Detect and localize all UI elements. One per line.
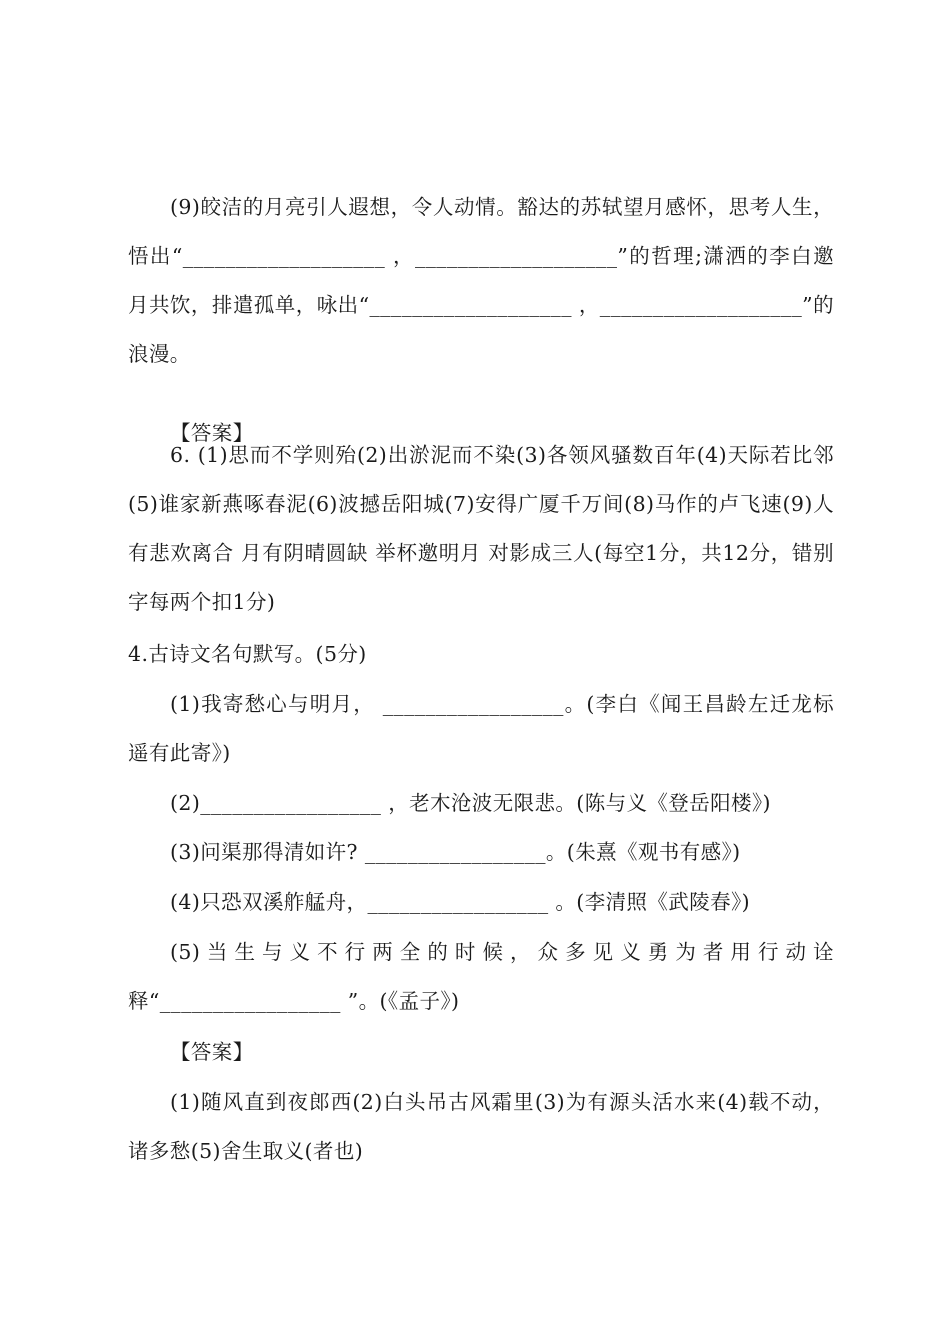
question-9-paragraph: (9)皎洁的月亮引人遐想，令人动情。豁达的苏轼望月感怀，思考人生，悟出“___________________ ，___________________”的哲理;潇洒的李白邀月共饮，排遣孤单，咏出“___________________ ，___________________”的浪漫。	[128, 195, 834, 366]
question-4-item-3: (3)问渠那得清如许? _________________。(朱熹《观书有感》)	[170, 840, 741, 864]
answer-6-paragraph: 6. (1)思而不学则殆(2)出淤泥而不染(3)各领风骚数百年(4)天际若比邻(5)谁家新燕啄春泥(6)波撼岳阳城(7)安得广厦千万间(8)马作的卢飞速(9)人有悲欢离合 月有阴晴圆缺 举杯邀明月 对影成三人(每空1分，共12分，错别字每两个扣1分)	[128, 443, 834, 614]
question-4-item-4: (4)只恐双溪舴艋舟，_________________ 。(李清照《武陵春》)	[170, 890, 751, 914]
answer-label-1: 【答案】	[170, 421, 254, 445]
answer-4-paragraph: (1)随风直到夜郎西(2)白头吊古风霜里(3)为有源头活水来(4)载不动，诸多愁(5)舍生取义(者也)	[128, 1090, 834, 1163]
question-4-title: 4.古诗文名句默写。(5分)	[128, 642, 367, 666]
question-4-item-1: (1)我寄愁心与明月， _________________。(李白《闻王昌龄左迁龙标遥有此寄》)	[128, 692, 834, 765]
question-4-item-2: (2)_________________ ，老木沧波无限悲。(陈与义《登岳阳楼》)	[170, 791, 771, 815]
answer-label-2: 【答案】	[170, 1040, 254, 1064]
question-4-item-5: (5)当生与义不行两全的时候，众多见义勇为者用行动诠释“_________________ ”。(《孟子》)	[128, 940, 834, 1013]
